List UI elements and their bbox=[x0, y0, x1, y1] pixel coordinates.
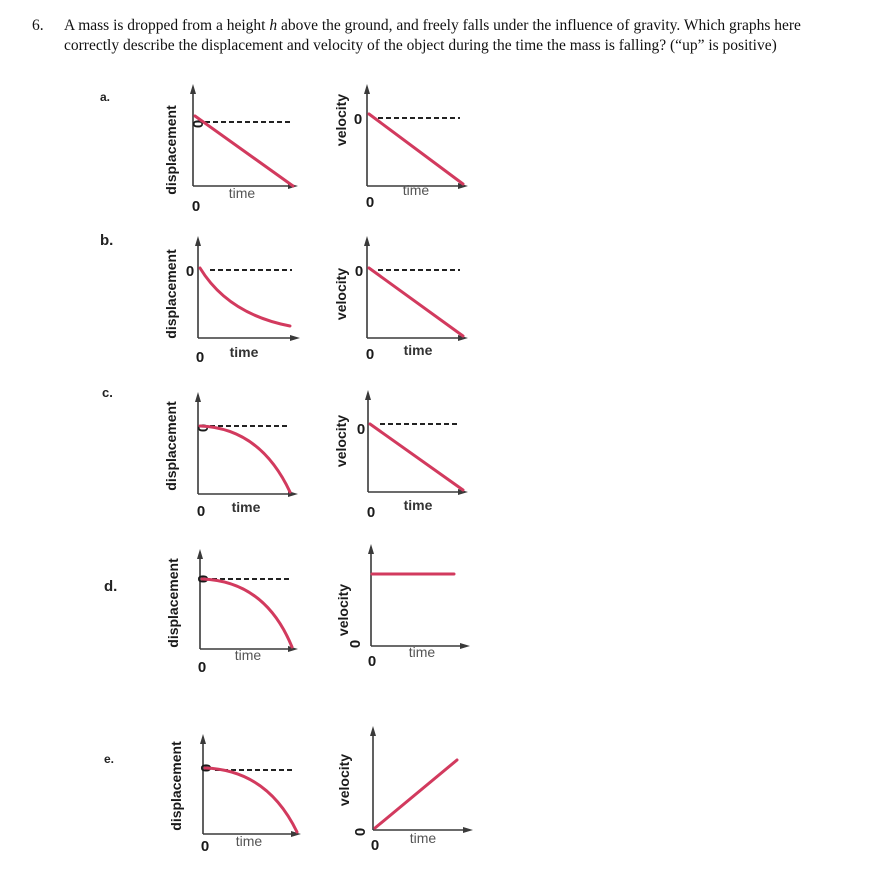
question-text bbox=[64, 16, 854, 56]
question-text-part1: A mass is dropped from a height bbox=[64, 17, 266, 34]
graph-b-displacement bbox=[150, 232, 300, 372]
y-axis-label: velocity bbox=[335, 583, 351, 637]
y-zero-label: 0 bbox=[190, 119, 207, 129]
y-zero-label: 0 bbox=[347, 639, 364, 649]
velocity-curve bbox=[375, 760, 457, 828]
graph-e-displacement bbox=[155, 730, 305, 870]
displacement-curve bbox=[205, 768, 297, 832]
graph-e-velocity bbox=[325, 722, 480, 852]
option-letter-a: a. bbox=[100, 90, 111, 104]
x-axis-label: time bbox=[234, 647, 262, 663]
y-axis-label: velocity bbox=[336, 753, 352, 807]
y-zero-label: 0 bbox=[185, 263, 195, 280]
origin-zero-label: 0 bbox=[366, 504, 376, 521]
option-letter-b: b. bbox=[100, 232, 114, 249]
y-axis-label: velocity bbox=[333, 267, 349, 321]
option-letter-d: d. bbox=[104, 578, 118, 595]
displacement-curve bbox=[200, 426, 290, 492]
y-zero-label: 0 bbox=[353, 111, 363, 128]
velocity-curve bbox=[369, 268, 463, 336]
x-axis-label: time bbox=[228, 185, 256, 201]
origin-zero-label: 0 bbox=[200, 838, 210, 855]
x-axis-label: time bbox=[402, 182, 430, 198]
y-axis-label: velocity bbox=[333, 414, 349, 468]
y-axis-label: displacement bbox=[163, 105, 179, 195]
velocity-curve bbox=[370, 424, 463, 490]
y-zero-label: 0 bbox=[195, 574, 212, 584]
x-arrow bbox=[290, 335, 300, 341]
x-axis-label: time bbox=[231, 499, 261, 515]
y-zero-label: 0 bbox=[198, 763, 215, 773]
y-axis-label: velocity bbox=[333, 93, 349, 147]
question-number: 6. bbox=[32, 17, 44, 34]
origin-zero-label: 0 bbox=[367, 653, 377, 670]
x-axis-label: time bbox=[403, 497, 433, 513]
y-axis-label: displacement bbox=[168, 741, 184, 831]
x-arrow bbox=[463, 827, 473, 833]
x-axis-label: time bbox=[403, 342, 433, 358]
height-variable: h bbox=[269, 17, 278, 34]
origin-zero-label: 0 bbox=[370, 837, 380, 854]
y-axis-label: displacement bbox=[163, 249, 179, 339]
graph-d-displacement bbox=[150, 545, 300, 685]
origin-zero-label: 0 bbox=[365, 194, 375, 211]
origin-zero-label: 0 bbox=[365, 346, 375, 363]
graph-c-displacement bbox=[150, 388, 300, 528]
y-axis-label: displacement bbox=[163, 401, 179, 491]
displacement-curve bbox=[202, 579, 292, 647]
graph-a-displacement bbox=[150, 80, 300, 220]
y-zero-label: 0 bbox=[352, 827, 369, 837]
x-arrow bbox=[460, 643, 470, 649]
question-text-part2: above the ground, and freely falls under the influence of gravity. Which graphs here correctly describe the displacement and velocity of the object during the time the mass is falling? (“up” is positive) bbox=[64, 17, 801, 54]
graph-c-velocity bbox=[320, 386, 470, 526]
x-axis-label: time bbox=[229, 344, 259, 360]
graph-d-velocity bbox=[320, 540, 470, 680]
velocity-curve bbox=[369, 114, 463, 184]
y-zero-label: 0 bbox=[354, 263, 364, 280]
y-zero-label: 0 bbox=[356, 421, 366, 438]
displacement-curve bbox=[200, 268, 290, 326]
y-zero-label: 0 bbox=[195, 423, 212, 433]
graph-a-velocity bbox=[320, 80, 470, 220]
origin-zero-label: 0 bbox=[195, 349, 205, 366]
x-axis-label: time bbox=[408, 644, 436, 660]
x-axis-label: time bbox=[235, 833, 263, 849]
graph-b-velocity bbox=[320, 232, 470, 372]
y-axis-label: displacement bbox=[165, 558, 181, 648]
origin-zero-label: 0 bbox=[191, 198, 201, 215]
displacement-curve bbox=[195, 116, 293, 186]
x-axis-label: time bbox=[409, 830, 437, 846]
origin-zero-label: 0 bbox=[196, 503, 206, 520]
origin-zero-label: 0 bbox=[197, 659, 207, 676]
option-letter-c: c. bbox=[102, 385, 113, 400]
option-letter-e: e. bbox=[104, 752, 115, 766]
